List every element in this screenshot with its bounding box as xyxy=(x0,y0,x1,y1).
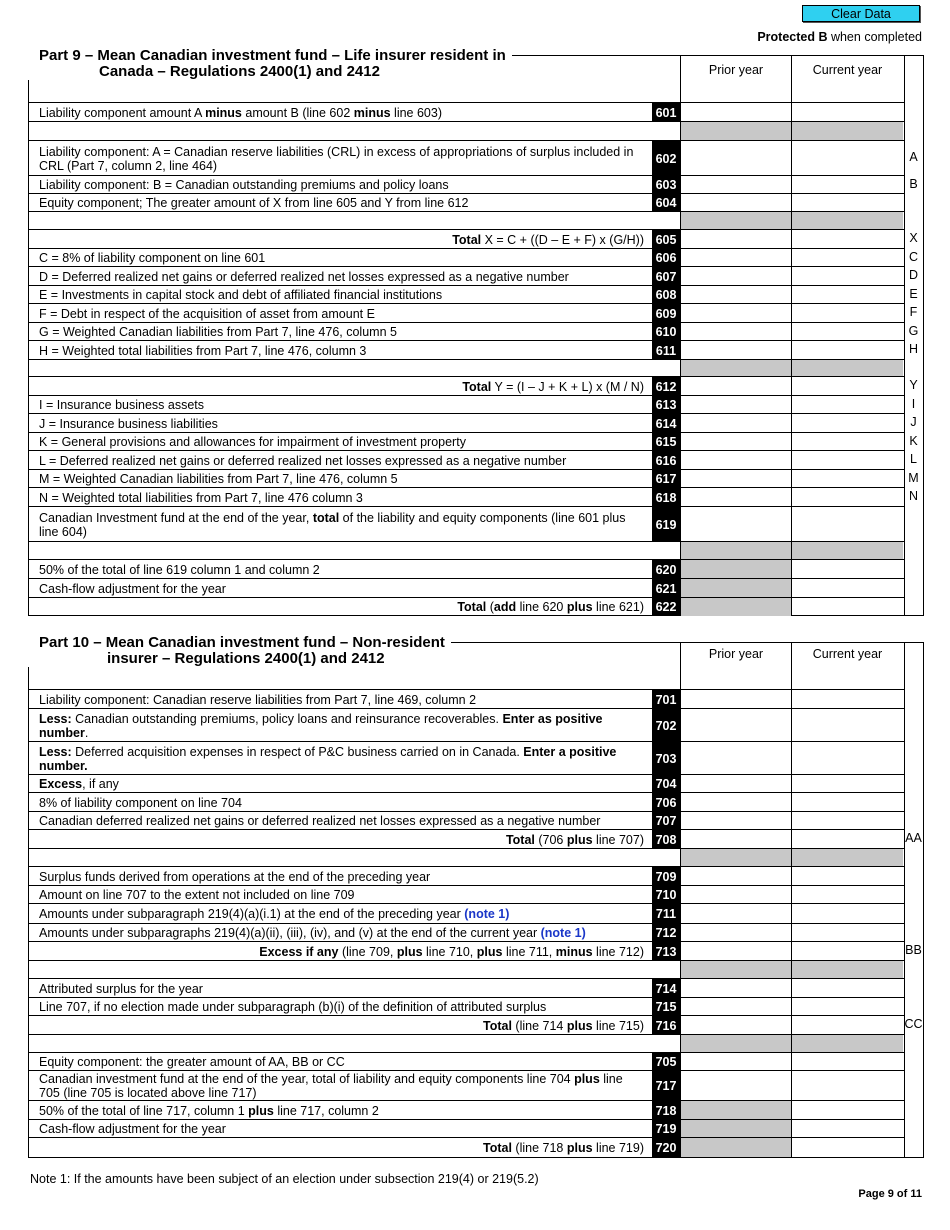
line-706-row xyxy=(29,792,904,812)
line-619-row xyxy=(29,506,904,542)
line-number-badge: 608 xyxy=(652,286,680,304)
line-description: Canadian deferred realized net gains or deferred realized net losses expressed as a negative number xyxy=(39,814,601,828)
line-620-prior-year-field xyxy=(681,560,791,579)
spacer-row xyxy=(29,848,904,867)
spacer-row xyxy=(29,1034,904,1053)
line-617-row xyxy=(29,469,904,488)
line-607-prior-year-field[interactable] xyxy=(681,267,791,286)
line-description: Liability component amount A minus amount B (line 602 minus line 603) xyxy=(39,105,443,120)
line-620-row xyxy=(29,559,904,579)
line-610-current-year-field[interactable] xyxy=(792,323,903,341)
line-701-row xyxy=(29,689,904,709)
amount-letter-label: L xyxy=(910,452,917,466)
line-710-row xyxy=(29,885,904,904)
amount-letter-label: J xyxy=(910,415,917,429)
line-622-row xyxy=(29,597,904,616)
prior-year-header: Prior year xyxy=(708,63,764,77)
line-601-prior-year-field[interactable] xyxy=(681,103,791,122)
spacer-row xyxy=(29,121,904,141)
line-621-prior-year-field xyxy=(681,579,791,598)
line-609-prior-year-field[interactable] xyxy=(681,304,791,323)
amount-letter-label: X xyxy=(909,231,918,245)
line-719-row xyxy=(29,1119,904,1138)
line-611-prior-year-field[interactable] xyxy=(681,341,791,360)
line-number-badge: 703 xyxy=(652,742,680,775)
amount-letter-label: H xyxy=(908,342,919,356)
line-717-row xyxy=(29,1070,904,1101)
line-703-prior-year-field[interactable] xyxy=(681,742,791,775)
line-number-badge: 715 xyxy=(652,998,680,1016)
line-number-badge: 709 xyxy=(652,867,680,886)
line-number-badge: 622 xyxy=(652,598,680,616)
line-number-badge: 611 xyxy=(652,341,680,360)
line-description: M = Weighted Canadian liabilities from Part 7, line 476, column 5 xyxy=(39,472,398,486)
line-620-current-year-field[interactable] xyxy=(792,560,903,579)
line-706-current-year-field[interactable] xyxy=(792,793,903,812)
line-number-badge: 717 xyxy=(652,1071,680,1101)
line-number-badge: 710 xyxy=(652,886,680,904)
amount-letter-label: B xyxy=(909,177,918,191)
line-number-badge: 720 xyxy=(652,1138,680,1157)
line-715-prior-year-field[interactable] xyxy=(681,998,791,1016)
line-606-prior-year-field[interactable] xyxy=(681,249,791,267)
line-612-row xyxy=(29,376,904,396)
line-description: L = Deferred realized net gains or deferred realized net losses expressed as a negative number xyxy=(39,453,567,468)
line-description: Total (add line 620 plus line 621) xyxy=(457,600,644,614)
line-713-current-year-field[interactable] xyxy=(792,942,903,961)
line-619-current-year-field[interactable] xyxy=(792,507,903,542)
line-description: Less: Canadian outstanding premiums, policy loans and reinsurance recoverables. Enter as positive number. xyxy=(39,711,603,740)
line-615-row xyxy=(29,432,904,451)
line-604-current-year-field[interactable] xyxy=(792,194,903,212)
line-number-badge: 706 xyxy=(652,793,680,812)
line-618-row xyxy=(29,487,904,507)
line-617-current-year-field[interactable] xyxy=(792,470,903,488)
current-year-header: Current year xyxy=(812,63,883,77)
line-description: Equity component; The greater amount of X from line 605 and Y from line 612 xyxy=(39,196,469,210)
line-601-current-year-field[interactable] xyxy=(792,103,903,122)
line-622-current-year-field[interactable] xyxy=(792,598,903,616)
line-618-prior-year-field[interactable] xyxy=(681,488,791,507)
line-712-row xyxy=(29,923,904,942)
line-610-row xyxy=(29,322,904,341)
protected-b-notice: Protected B when completed xyxy=(757,30,922,44)
line-603-current-year-field[interactable] xyxy=(792,176,903,194)
line-603-row xyxy=(29,175,904,194)
line-716-current-year-field[interactable] xyxy=(792,1016,903,1035)
line-number-badge: 718 xyxy=(652,1101,680,1120)
line-description: K = General provisions and allowances for impairment of investment property xyxy=(39,435,466,449)
amount-letter-label: C xyxy=(908,250,919,264)
line-description: Canadian Investment fund at the end of the year, total of the liability and equity components (line 601 plus line 604) xyxy=(39,510,626,539)
line-712-prior-year-field[interactable] xyxy=(681,924,791,942)
line-701-current-year-field[interactable] xyxy=(792,690,903,709)
line-description: H = Weighted total liabilities from Part 7, line 476, column 3 xyxy=(39,343,367,358)
line-611-row xyxy=(29,340,904,360)
clear-data-button[interactable]: Clear Data xyxy=(802,5,920,22)
line-description: Attributed surplus for the year xyxy=(39,981,203,996)
line-718-prior-year-field xyxy=(681,1101,791,1120)
line-616-prior-year-field[interactable] xyxy=(681,451,791,470)
line-description: Liability component: A = Canadian reserve liabilities (CRL) in excess of appropriations of surplus included in CRL (Part 7, column 2, line 464) xyxy=(39,144,634,173)
line-703-row xyxy=(29,741,904,775)
amount-letter-label: F xyxy=(909,305,918,319)
amount-letter-label: CC xyxy=(904,1017,923,1031)
spacer-row xyxy=(29,960,904,979)
amount-letter-label: I xyxy=(911,397,916,411)
line-description: Canadian investment fund at the end of the year, total of liability and equity components line 704 plus line 705 (line 705 is located above line 717) xyxy=(39,1072,623,1100)
line-description: Liability component: Canadian reserve liabilities from Part 7, line 469, column 2 xyxy=(39,692,477,707)
line-714-current-year-field[interactable] xyxy=(792,979,903,998)
line-707-row xyxy=(29,811,904,830)
line-711-current-year-field[interactable] xyxy=(792,904,903,924)
line-number-badge: 711 xyxy=(652,904,680,924)
amount-letter-label: K xyxy=(909,434,918,448)
line-607-current-year-field[interactable] xyxy=(792,267,903,286)
part-10-title: Part 10 – Mean Canadian investment fund – Non-resident insurer – Regulations 2400(1) and 2412 xyxy=(21,635,451,667)
line-707-current-year-field[interactable] xyxy=(792,812,903,830)
line-613-row xyxy=(29,395,904,414)
line-description: Cash-flow adjustment for the year xyxy=(39,581,226,596)
amount-letter-label: D xyxy=(908,268,919,282)
line-716-prior-year-field[interactable] xyxy=(681,1016,791,1035)
line-number-badge: 714 xyxy=(652,979,680,998)
line-description: Amount on line 707 to the extent not included on line 709 xyxy=(39,888,355,902)
line-number-badge: 607 xyxy=(652,267,680,286)
amount-letter-label: BB xyxy=(905,943,922,957)
line-602-prior-year-field[interactable] xyxy=(681,141,791,176)
line-702-current-year-field[interactable] xyxy=(792,709,903,742)
line-705-current-year-field[interactable] xyxy=(792,1053,903,1071)
line-605-row xyxy=(29,229,904,249)
line-606-current-year-field[interactable] xyxy=(792,249,903,267)
line-714-prior-year-field[interactable] xyxy=(681,979,791,998)
line-613-prior-year-field[interactable] xyxy=(681,396,791,414)
line-616-row xyxy=(29,450,904,470)
line-621-row xyxy=(29,578,904,598)
line-description: Amounts under subparagraphs 219(4)(a)(ii), (iii), (iv), and (v) at the end of the current year (note 1) xyxy=(39,926,586,940)
amount-letter-label: Y xyxy=(909,378,918,392)
amount-letter-label: A xyxy=(909,150,918,164)
line-number-badge: 716 xyxy=(652,1016,680,1035)
line-601-row xyxy=(29,102,904,122)
line-description: Cash-flow adjustment for the year xyxy=(39,1122,226,1136)
line-708-row xyxy=(29,829,904,849)
line-715-row xyxy=(29,997,904,1016)
line-number-badge: 609 xyxy=(652,304,680,323)
line-608-prior-year-field[interactable] xyxy=(681,286,791,304)
line-711-row xyxy=(29,903,904,924)
line-612-prior-year-field[interactable] xyxy=(681,377,791,396)
line-608-current-year-field[interactable] xyxy=(792,286,903,304)
amount-letter-label: AA xyxy=(905,831,922,845)
line-602-row xyxy=(29,140,904,176)
line-description: Excess if any (line 709, plus line 710, plus line 711, minus line 712) xyxy=(259,944,644,959)
line-description: F = Debt in respect of the acquisition of asset from amount E xyxy=(39,306,375,321)
line-number-badge: 612 xyxy=(652,377,680,396)
line-718-row xyxy=(29,1100,904,1120)
line-614-prior-year-field[interactable] xyxy=(681,414,791,433)
line-621-current-year-field[interactable] xyxy=(792,579,903,598)
line-number-badge: 606 xyxy=(652,249,680,267)
line-618-current-year-field[interactable] xyxy=(792,488,903,507)
line-622-prior-year-field xyxy=(681,598,791,616)
spacer-row xyxy=(29,211,904,230)
line-description: J = Insurance business liabilities xyxy=(39,416,218,431)
line-709-row xyxy=(29,866,904,886)
line-720-current-year-field[interactable] xyxy=(792,1138,903,1157)
part-10-section xyxy=(28,634,924,1158)
line-603-prior-year-field[interactable] xyxy=(681,176,791,194)
line-description: Line 707, if no election made under subparagraph (b)(i) of the definition of attributed surplus xyxy=(39,1000,547,1014)
line-707-prior-year-field[interactable] xyxy=(681,812,791,830)
line-709-current-year-field[interactable] xyxy=(792,867,903,886)
line-number-badge: 702 xyxy=(652,709,680,742)
line-711-prior-year-field[interactable] xyxy=(681,904,791,924)
line-719-prior-year-field xyxy=(681,1120,791,1138)
line-710-prior-year-field[interactable] xyxy=(681,886,791,904)
line-number-badge: 610 xyxy=(652,323,680,341)
line-706-prior-year-field[interactable] xyxy=(681,793,791,812)
line-number-badge: 719 xyxy=(652,1120,680,1138)
line-number-badge: 621 xyxy=(652,579,680,598)
line-number-badge: 604 xyxy=(652,194,680,212)
line-708-current-year-field[interactable] xyxy=(792,830,903,849)
line-709-prior-year-field[interactable] xyxy=(681,867,791,886)
line-description: C = 8% of liability component on line 601 xyxy=(39,251,266,265)
line-714-row xyxy=(29,978,904,998)
line-716-row xyxy=(29,1015,904,1035)
line-704-current-year-field[interactable] xyxy=(792,775,903,793)
spacer-row xyxy=(29,359,904,377)
line-number-badge: 603 xyxy=(652,176,680,194)
line-description: Equity component: the greater amount of AA, BB or CC xyxy=(39,1055,345,1069)
line-616-current-year-field[interactable] xyxy=(792,451,903,470)
line-number-badge: 618 xyxy=(652,488,680,507)
line-607-row xyxy=(29,266,904,286)
line-713-row xyxy=(29,941,904,961)
line-720-prior-year-field xyxy=(681,1138,791,1157)
line-number-badge: 602 xyxy=(652,141,680,176)
line-number-badge: 705 xyxy=(652,1053,680,1071)
line-number-badge: 616 xyxy=(652,451,680,470)
line-number-badge: 619 xyxy=(652,507,680,542)
line-description: Liability component: B = Canadian outstanding premiums and policy loans xyxy=(39,178,449,192)
line-description: Total X = C + ((D – E + F) x (G/H)) xyxy=(452,232,644,247)
note-1-link[interactable]: (note 1) xyxy=(464,907,510,921)
line-703-current-year-field[interactable] xyxy=(792,742,903,775)
line-604-prior-year-field[interactable] xyxy=(681,194,791,212)
line-614-row xyxy=(29,413,904,433)
line-605-prior-year-field[interactable] xyxy=(681,230,791,249)
spacer-row xyxy=(29,541,904,560)
amount-letter-label: E xyxy=(909,287,918,301)
line-number-badge: 614 xyxy=(652,414,680,433)
line-number-badge: 707 xyxy=(652,812,680,830)
line-611-current-year-field[interactable] xyxy=(792,341,903,360)
line-description: Surplus funds derived from operations at the end of the preceding year xyxy=(39,869,431,884)
line-606-row xyxy=(29,248,904,267)
line-615-prior-year-field[interactable] xyxy=(681,433,791,451)
line-719-current-year-field[interactable] xyxy=(792,1120,903,1138)
line-number-badge: 601 xyxy=(652,103,680,122)
line-713-prior-year-field[interactable] xyxy=(681,942,791,961)
line-description: Less: Deferred acquisition expenses in respect of P&C business carried on in Canada. Enter a positive number. xyxy=(39,744,617,773)
line-708-prior-year-field[interactable] xyxy=(681,830,791,849)
line-description: G = Weighted Canadian liabilities from Part 7, line 476, column 5 xyxy=(39,325,397,339)
line-number-badge: 605 xyxy=(652,230,680,249)
line-602-current-year-field[interactable] xyxy=(792,141,903,176)
line-number-badge: 620 xyxy=(652,560,680,579)
line-614-current-year-field[interactable] xyxy=(792,414,903,433)
line-718-current-year-field[interactable] xyxy=(792,1101,903,1120)
current-year-header: Current year xyxy=(812,647,883,661)
line-description: D = Deferred realized net gains or deferred realized net losses expressed as a negative number xyxy=(39,269,569,284)
part-9-section xyxy=(28,47,924,616)
line-609-current-year-field[interactable] xyxy=(792,304,903,323)
amount-letter-label: M xyxy=(908,471,919,485)
note-1-link[interactable]: (note 1) xyxy=(540,926,586,940)
line-number-badge: 713 xyxy=(652,942,680,961)
line-description: Total (line 714 plus line 715) xyxy=(483,1018,644,1033)
line-number-badge: 712 xyxy=(652,924,680,942)
line-705-prior-year-field[interactable] xyxy=(681,1053,791,1071)
line-description: Total Y = (I – J + K + L) x (M / N) xyxy=(462,379,644,394)
footnote: Note 1: If the amounts have been subject of an election under subsection 219(4) or 219(5.2) xyxy=(30,1172,539,1186)
line-615-current-year-field[interactable] xyxy=(792,433,903,451)
line-number-badge: 613 xyxy=(652,396,680,414)
line-612-current-year-field[interactable] xyxy=(792,377,903,396)
line-604-row xyxy=(29,193,904,212)
line-610-prior-year-field[interactable] xyxy=(681,323,791,341)
line-608-row xyxy=(29,285,904,304)
line-description: 50% of the total of line 619 column 1 and column 2 xyxy=(39,562,320,577)
line-description: I = Insurance business assets xyxy=(39,398,205,412)
line-705-row xyxy=(29,1052,904,1071)
line-704-row xyxy=(29,774,904,793)
line-description: Total (line 718 plus line 719) xyxy=(483,1140,644,1155)
line-715-current-year-field[interactable] xyxy=(792,998,903,1016)
line-710-current-year-field[interactable] xyxy=(792,886,903,904)
line-description: 8% of liability component on line 704 xyxy=(39,795,242,810)
line-number-badge: 704 xyxy=(652,775,680,793)
line-619-prior-year-field[interactable] xyxy=(681,507,791,542)
line-720-row xyxy=(29,1137,904,1157)
line-617-prior-year-field[interactable] xyxy=(681,470,791,488)
amount-letter-label: N xyxy=(908,489,919,503)
line-704-prior-year-field[interactable] xyxy=(681,775,791,793)
amount-letter-label: G xyxy=(908,324,919,338)
line-description: 50% of the total of line 717, column 1 plus line 717, column 2 xyxy=(39,1103,379,1118)
line-description: Excess, if any xyxy=(39,777,119,791)
line-609-row xyxy=(29,303,904,323)
line-702-prior-year-field[interactable] xyxy=(681,709,791,742)
line-description: N = Weighted total liabilities from Part 7, line 476 column 3 xyxy=(39,490,363,505)
prior-year-header: Prior year xyxy=(708,647,764,661)
line-description: E = Investments in capital stock and debt of affiliated financial institutions xyxy=(39,288,443,302)
line-701-prior-year-field[interactable] xyxy=(681,690,791,709)
line-description: Amounts under subparagraph 219(4)(a)(i.1) at the end of the preceding year (note 1) xyxy=(39,907,510,921)
line-number-badge: 617 xyxy=(652,470,680,488)
line-number-badge: 708 xyxy=(652,830,680,849)
line-605-current-year-field[interactable] xyxy=(792,230,903,249)
line-number-badge: 701 xyxy=(652,690,680,709)
line-number-badge: 615 xyxy=(652,433,680,451)
line-717-current-year-field[interactable] xyxy=(792,1071,903,1101)
part-9-title: Part 9 – Mean Canadian investment fund – Life insurer resident in Canada – Regulations 2400(1) and 2412 xyxy=(21,48,512,80)
line-702-row xyxy=(29,708,904,742)
line-description: Total (706 plus line 707) xyxy=(505,832,644,847)
line-613-current-year-field[interactable] xyxy=(792,396,903,414)
line-717-prior-year-field[interactable] xyxy=(681,1071,791,1101)
page-number: Page 9 of 11 xyxy=(858,1188,922,1200)
line-712-current-year-field[interactable] xyxy=(792,924,903,942)
